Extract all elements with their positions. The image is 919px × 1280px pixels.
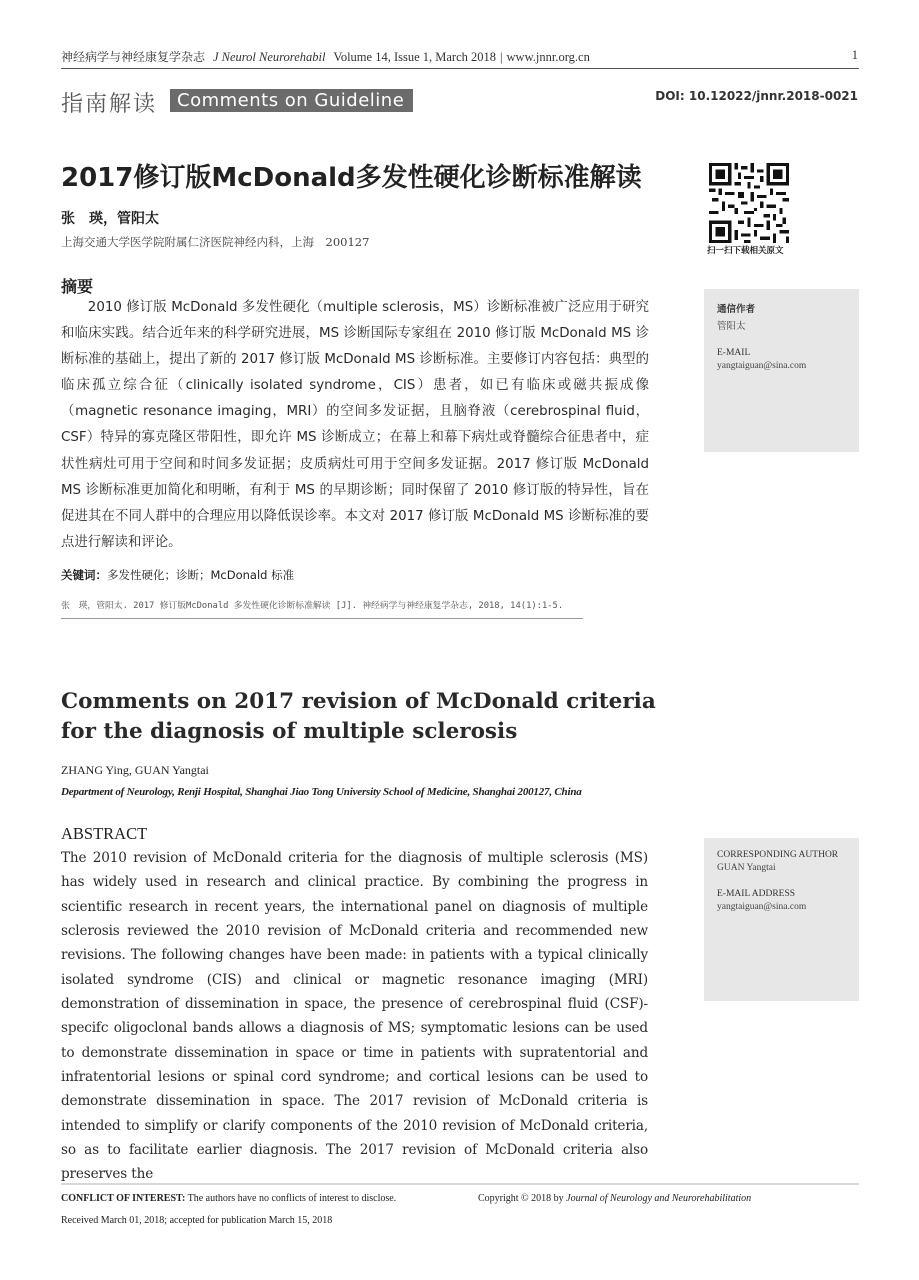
corresponding-name-cn: 管阳太 [717, 322, 746, 332]
conflict-label: CONFLICT OF INTEREST: [61, 1193, 186, 1204]
abstract-body-cn: 2010 修订版 McDonald 多发性硬化（multiple sclerosis，MS）诊断标准被广泛应用于研究和临床实践。结合近年来的科学研究进展，MS 诊断国际专家组在 2010 修订版 McDonald MS 诊断标准的基础上，提出了新的 2017 修订版 McDonald MS 诊断标准。主要修订内容包括：典型的临床孤立综合征（clinically isolated syndrome，CIS）患者，如已有临床或磁共振成像（magnetic resonance imaging，MRI）的空间多发证据，且脑脊液（cerebrospinal fluid，CSF）特异的寡克隆区带阳性，即允许 MS 诊断成立；在幕上和幕下病灶或脊髓综合征患者中，症状性病灶可用于空间和时间多发证据；皮质病灶可用于空间多发证据。2017 修订版 McDonald MS 诊断标准更加简化和明晰，有利于 MS 的早期诊断；同时保留了 2010 修订版的特异性，旨在促进其在不同人群中的合理应用以降低误诊率。本文对 2017 修订版 McDonald MS 诊断标准的要点进行解读和评论。 [61, 300, 649, 550]
email-link-en[interactable]: yangtaiguan@sina.com [717, 902, 807, 912]
abstract-body-en: The 2010 revision of McDonald criteria for the diagnosis of multiple sclerosis (MS) has widely used in research and clinical practice. By combining the progress in scientific research in recent years, the international panel on diagnosis of multiple sclerosis reviewed the 2010 revision of McDonald criteria and recommended new revisions. The following changes have been made: in patients with a typical clinically isolated syndrome (CIS) and clinical or magnetic resonance imaging (MRI) demonstration of dissemination in space, the presence of cerebrospinal fluid (CSF)-specifc oligoclonal bands allows a diagnosis of MS; symptomatic lesions can be used to demonstrate dissemination in space or time in patients with supratentorial and infratentorial lesions or spinal cord syndrome; and cortical lesions can be used to demonstrate dissemination in space. The 2017 revision of McDonald criteria is intended to simplify or clarify components of the 2010 revision of McDonald criteria, so as to facilitate earlier diagnosis. The 2017 revision of McDonald criteria also preserves the [61, 850, 648, 1183]
doi-link[interactable]: DOI: 10.12022/jnnr.2018-0021 [655, 89, 858, 103]
email-link-cn[interactable]: yangtaiguan@sina.com [717, 361, 807, 371]
section-label-cn: 指南解读 [61, 92, 158, 117]
abstract-heading-en: ABSTRACT [61, 824, 148, 843]
email-label-en: E-MAIL ADDRESS [717, 889, 796, 899]
corresponding-name-en: GUAN Yangtai [717, 863, 776, 873]
keywords-cn [61, 567, 294, 583]
keywords-label-cn: 关键词： [61, 568, 107, 582]
citation-cn: 张 瑛，管阳太. 2017 修订版McDonald 多发性硬化诊断标准解读 [J]. 神经病学与神经康复学杂志, 2018, 14(1):1-5. [61, 601, 564, 611]
abstract-heading-cn: 摘要 [61, 277, 94, 296]
email-label-cn: E-MAIL [717, 348, 751, 358]
journal-name-cn: 神经病学与神经康复学杂志 [61, 50, 206, 64]
authors-en: ZHANG Ying, GUAN Yangtai [61, 763, 209, 777]
citation-rule [61, 618, 583, 619]
header-separator: | [500, 50, 503, 64]
copyright-notice [478, 1193, 751, 1204]
page-number: 1 [851, 48, 858, 62]
article-title-en: Comments on 2017 revision of McDonald criteria for the diagnosis of multiple sclerosis [61, 689, 656, 744]
running-head [61, 48, 590, 65]
corresponding-box-en [704, 838, 859, 1001]
qr-caption: 扫一扫下载相关原文 [707, 246, 784, 256]
keywords-value-cn: 多发性硬化；诊断；McDonald 标准 [107, 568, 295, 582]
conflict-text: The authors have no conflicts of interest to disclose. [187, 1193, 397, 1204]
copyright-journal: Journal of Neurology and Neurorehabilitation [566, 1193, 752, 1204]
section-label-en: Comments on Guideline [170, 89, 413, 112]
affiliation-en: Department of Neurology, Renji Hospital, Shanghai Jiao Tong University School of Medicine, Shanghai 200127, China [61, 786, 582, 798]
journal-website[interactable]: www.jnnr.org.cn [506, 50, 590, 64]
journal-abbrev: J Neurol Neurorehabil [212, 50, 326, 64]
volume-info: Volume 14, Issue 1, March 2018 [333, 50, 497, 64]
copyright-prefix: Copyright © 2018 by [478, 1193, 564, 1204]
header-rule [61, 68, 859, 69]
authors-cn: 张 瑛，管阳太 [61, 211, 159, 227]
corresponding-label-en: CORRESPONDING AUTHOR [717, 850, 839, 860]
affiliation-cn: 上海交通大学医学院附属仁济医院神经内科，上海 200127 [61, 235, 370, 249]
received-dates: Received March 01, 2018; accepted for publication March 15, 2018 [61, 1215, 333, 1226]
corresponding-label-cn: 通信作者 [717, 304, 756, 315]
qr-code-icon[interactable] [709, 163, 789, 243]
article-title-cn: 2017修订版McDonald多发性硬化诊断标准解读 [61, 163, 642, 193]
corresponding-box-cn [704, 289, 859, 452]
footer-rule [61, 1183, 859, 1185]
conflict-of-interest [61, 1193, 396, 1204]
